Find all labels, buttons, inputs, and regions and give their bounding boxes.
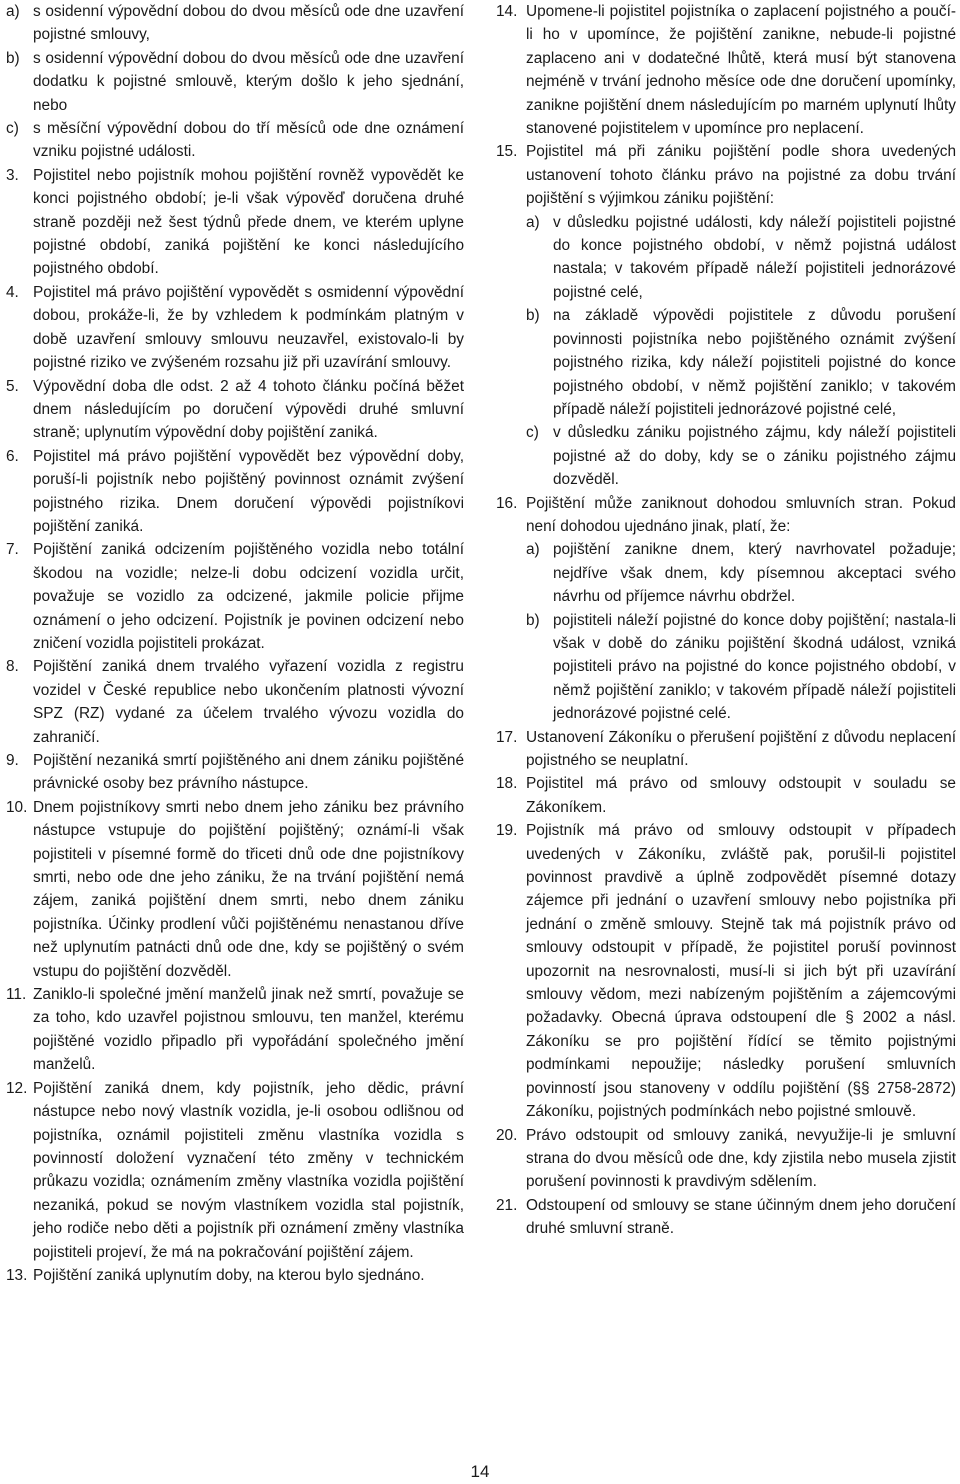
clause-9 <box>6 749 464 796</box>
clause-8 <box>6 655 464 749</box>
clause-text: Pojistitel nebo pojistník mohou pojištění rovněž vypovědět ke konci pojistného období; je-li však výpověď doručena druhé straně později než šest týdnů přede dnem, ve kterém uplyne pojistné období, zaniká pojištění ke konci následujícího pojistného období. <box>33 166 464 278</box>
clause-11 <box>6 983 464 1077</box>
clause-text: Pojistitel má právo pojištění vypovědět s osmidenní výpovědní dobou, prokáže-li, že by vzhledem k podmínkám platným v době uzavření smlouvy smlouvu neuzavřel, existovalo-li by pojistné riziko ve zvýšeném rozsahu již při uzavírání smlouvy. <box>33 283 464 372</box>
clause-7 <box>6 538 464 655</box>
clause-number: 19. <box>496 822 518 840</box>
page-number: 14 <box>470 1462 490 1481</box>
clause-number: 9. <box>6 752 19 769</box>
clause-text: Zaniklo-li společné jmění manželů jinak než smrtí, považuje se za toho, kdo uzavřel pojistnou smlouvu, ten manžel, kterému pojištěné vozidlo připadlo při vypořádání společného jmění manželů. <box>33 986 464 1074</box>
clause-number: 10. <box>6 798 28 816</box>
list-item <box>526 421 956 491</box>
clause-12 <box>6 1077 464 1264</box>
clause-15 <box>496 140 956 210</box>
clause-16 <box>496 492 956 539</box>
item-text: pojistiteli náleží pojistné do konce doby pojištění; nastala-li však v době do zániku pojištění škodná událost, vzniká pojistiteli právo na pojistné do konce pojistného období, v němž pojištění zaniklo; v takovém případě náleží pojistiteli jednorázové pojistné celé. <box>553 611 956 723</box>
list-item <box>526 609 956 726</box>
right-column <box>496 0 956 1241</box>
clause-number: 8. <box>6 658 19 676</box>
clause-number: 15. <box>496 143 518 161</box>
clause-number: 17. <box>496 728 518 746</box>
clause-text: Upomene-li pojistitel pojistníka o zaplacení pojistného a poučí-li ho v upomínce, že pojištění zanikne, nebude-li pojistné zaplaceno ani v dodatečné lhůtě, která musí být stanovena nejméně v trvání jednoho měsíce ode dne doručení upomínky, zanikne pojištění dnem následujícím po marném uplynutí lhůty stanovené pojistitelem v upomínce pro neplacení. <box>526 3 956 138</box>
item-marker: b) <box>526 611 540 629</box>
clause-text: Dnem pojistníkovy smrti nebo dnem jeho zániku bez právního nástupce vstupuje do pojištění pojištěný; oznámí-li však pojistiteli v písemné formě do třiceti dnů ode dne pojistníkovy smrti, nebo ode dne jeho zániku, že na trvání pojištění nemá zájem, zaniká pojištění dnem smrti, nebo dnem zániku pojistníka. Účinky prodlení vůči pojištěnému nenastanou dříve než uplynutím patnácti dnů ode dne, kdy se pojištěný o svém vstupu do pojištění dozvěděl. <box>33 798 464 980</box>
item-text: v důsledku pojistné události, kdy náleží pojistiteli pojistné do konce pojistného období, v němž pojistná událost nastala; v takovém případě náleží pojistiteli jednorázové pojistné celé, <box>553 213 956 301</box>
clause-number: 16. <box>496 494 518 512</box>
clause-text: Odstoupení od smlouvy se stane účinným dnem jeho doručení druhé smluvní straně. <box>526 1196 956 1238</box>
item-marker: c) <box>526 424 539 442</box>
clause-number: 11. <box>6 986 27 1004</box>
clause-text: Pojistník má právo od smlouvy odstoupit v případech uvedených v Zákoníku, zvláště pak, porušil-li pojistitel povinnost pravdivě a úplně zodpovědět písemné dotazy zájemce při jednání o uzavření smlouvy nebo pojistníka při jednání o změně smlouvy. Stejně tak má pojistník právo od smlouvy odstoupit v případě, že pojistitel poruší povinnost upozornit na nesrovnalosti, musí-li si jich být při uzavírání smlouvy vědom, mezi nabízeným pojištěním a zájemcovými požadavky. Obecná úprava odstoupení dle § 2002 a násl. Zákoníku se pro pojištění řídící se těmito pojistnými podmínkami nepoužije; následky porušení smluvních povinností jsou stanoveny v oddílu pojištění (§§ 2758-2872) Zákoníku, pojistných podmínkách nebo pojistné smlouvě. <box>526 822 956 1121</box>
item-text: pojištění zanikne dnem, který navrhovatel požaduje; nejdříve však dnem, kdy písemnou akceptaci svého návrhu od příjemce návrhu obdržel. <box>553 541 956 606</box>
item-marker: a) <box>6 3 20 20</box>
clause-20 <box>496 1124 956 1194</box>
item-text: v důsledku zániku pojistného zájmu, kdy náleží pojistiteli pojistné až do doby, kdy se o zániku pojistného zájmu dozvěděl. <box>553 424 956 489</box>
clause-text: Pojistitel má právo pojištění vypovědět bez výpovědní doby, poruší-li pojistník nebo pojištěný povinnost oznámit zvýšení pojistného rizika. Dnem doručení výpovědi pojistníkovi pojištění zaniká. <box>33 447 464 535</box>
clause-number: 12. <box>6 1079 28 1097</box>
clause-17 <box>496 726 956 773</box>
clause-number: 13. <box>6 1266 28 1284</box>
clause-15-sublist <box>526 211 956 492</box>
clause-6 <box>6 445 464 539</box>
clause-16-sublist <box>526 538 956 725</box>
item-marker: a) <box>526 541 540 559</box>
item-text: s osidenní výpovědní dobou do dvou měsíců ode dne uzavření dodatku k pojistné smlouvě, kterým došlo k jeho sjednání, nebo <box>33 49 464 114</box>
clause-number: 20. <box>496 1126 518 1144</box>
clause-text: Pojištění nezaniká smrtí pojištěného ani dnem zániku pojištěné právnické osoby bez právního nástupce. <box>33 752 464 793</box>
clause-text: Pojistitel má při zániku pojištění podle shora uvedených ustanovení tohoto článku právo na pojistné za dobu trvání pojištění s výjimkou zániku pojištění: <box>526 143 956 208</box>
clause-text: Ustanovení Zákoníku o přerušení pojištění z důvodu neplacení pojistného se neuplatní. <box>526 728 956 769</box>
clause-19 <box>496 819 956 1123</box>
list-item <box>526 304 956 421</box>
clause-number: 5. <box>6 377 19 395</box>
list-item <box>6 47 464 117</box>
item-marker: b) <box>6 49 20 67</box>
clause-3 <box>6 164 464 281</box>
clause-number: 6. <box>6 447 19 465</box>
clause-text: Právo odstoupit od smlouvy zaniká, nevyužije-li je smluvní strana do dvou měsíců ode dne, kdy zjistila nebo musela zjistit porušení povinnosti k pravdivým sdělením. <box>526 1126 956 1191</box>
clause-13 <box>6 1264 464 1287</box>
clause-text: Pojištění zaniká dnem, kdy pojistník, jeho dědic, právní nástupce nebo nový vlastník vozidla, je-li osobou odlišnou od pojistníka, oznámil pojistiteli změnu vlastníka vozidla s povinností doložení vyznačení této změny v technickém průkazu vozidla; oznámením změny vlastníka vozidla pojištění nezaniká, pokud se novým vlastníkem vozidla stal pojistník, jeho rodiče nebo děti a pojistník při oznámení změny vlastníka pojistiteli projeví, že má na pokračování pojištění zájem. <box>33 1079 464 1261</box>
item-marker: b) <box>526 307 540 325</box>
clause-text: Výpovědní doba dle odst. 2 až 4 tohoto článku počíná běžet dnem následujícím po doručení výpovědi druhé smluvní straně; uplynutím výpovědní doby pojištění zaniká. <box>33 377 464 442</box>
clause-number: 3. <box>6 166 19 184</box>
clause-text: Pojištění může zaniknout dohodou smluvních stran. Pokud není dohodou ujednáno jinak, platí, že: <box>526 494 956 535</box>
clause-text: Pojištění zaniká uplynutím doby, na kterou bylo sjednáno. <box>33 1266 425 1284</box>
clause-14 <box>496 0 956 140</box>
clause-number: 4. <box>6 283 19 301</box>
clause-21 <box>496 1194 956 1241</box>
item-marker: a) <box>526 213 540 231</box>
clause-5 <box>6 375 464 445</box>
clause-number: 18. <box>496 775 518 793</box>
clause-10 <box>6 796 464 983</box>
clause-text: Pojištění zaniká odcizením pojištěného vozidla nebo totální škodou na vozidle; nelze-li dobu odcizení vozidla určit, považuje se vozidlo za odcizené, jakmile policie přijme oznámení o jeho odcizení. Pojistník je povinen odcizení nebo zničení vozidla pojistiteli prokázat. <box>33 541 464 652</box>
list-item <box>526 211 956 305</box>
clause-text: Pojištění zaniká dnem trvalého vyřazení vozidla z registru vozidel v České republice nebo ukončením platnosti vývozní SPZ (RZ) vydané za účelem trvalého vývozu vozidla do zahraničí. <box>33 658 464 746</box>
list-item <box>6 117 464 164</box>
item-text: na základě výpovědi pojistitele z důvodu porušení povinnosti pojistníka nebo pojištěného oznámit zvýšení pojistného rizika, kdy náleží pojistiteli pojistné do konce pojistného období, v němž pojištění zaniklo; v takovém případě náleží pojistiteli jednorázové pojistné celé, <box>553 307 956 418</box>
clause-18 <box>496 772 956 819</box>
item-marker: c) <box>6 120 19 138</box>
clause-text: Pojistitel má právo od smlouvy odstoupit v souladu se Zákoníkem. <box>526 775 956 816</box>
list-item <box>6 0 464 47</box>
clause-number: 7. <box>6 541 19 559</box>
clause-number: 14. <box>496 3 518 20</box>
list-item <box>526 538 956 608</box>
clause-4 <box>6 281 464 375</box>
clause-number: 21. <box>496 1196 518 1214</box>
item-text: s osidenní výpovědní dobou do dvou měsíců ode dne uzavření pojistné smlouvy, <box>33 3 464 44</box>
left-column <box>6 0 464 1287</box>
item-text: s měsíční výpovědní dobou do tří měsíců ode dne oznámení vzniku pojistné události. <box>33 120 464 161</box>
